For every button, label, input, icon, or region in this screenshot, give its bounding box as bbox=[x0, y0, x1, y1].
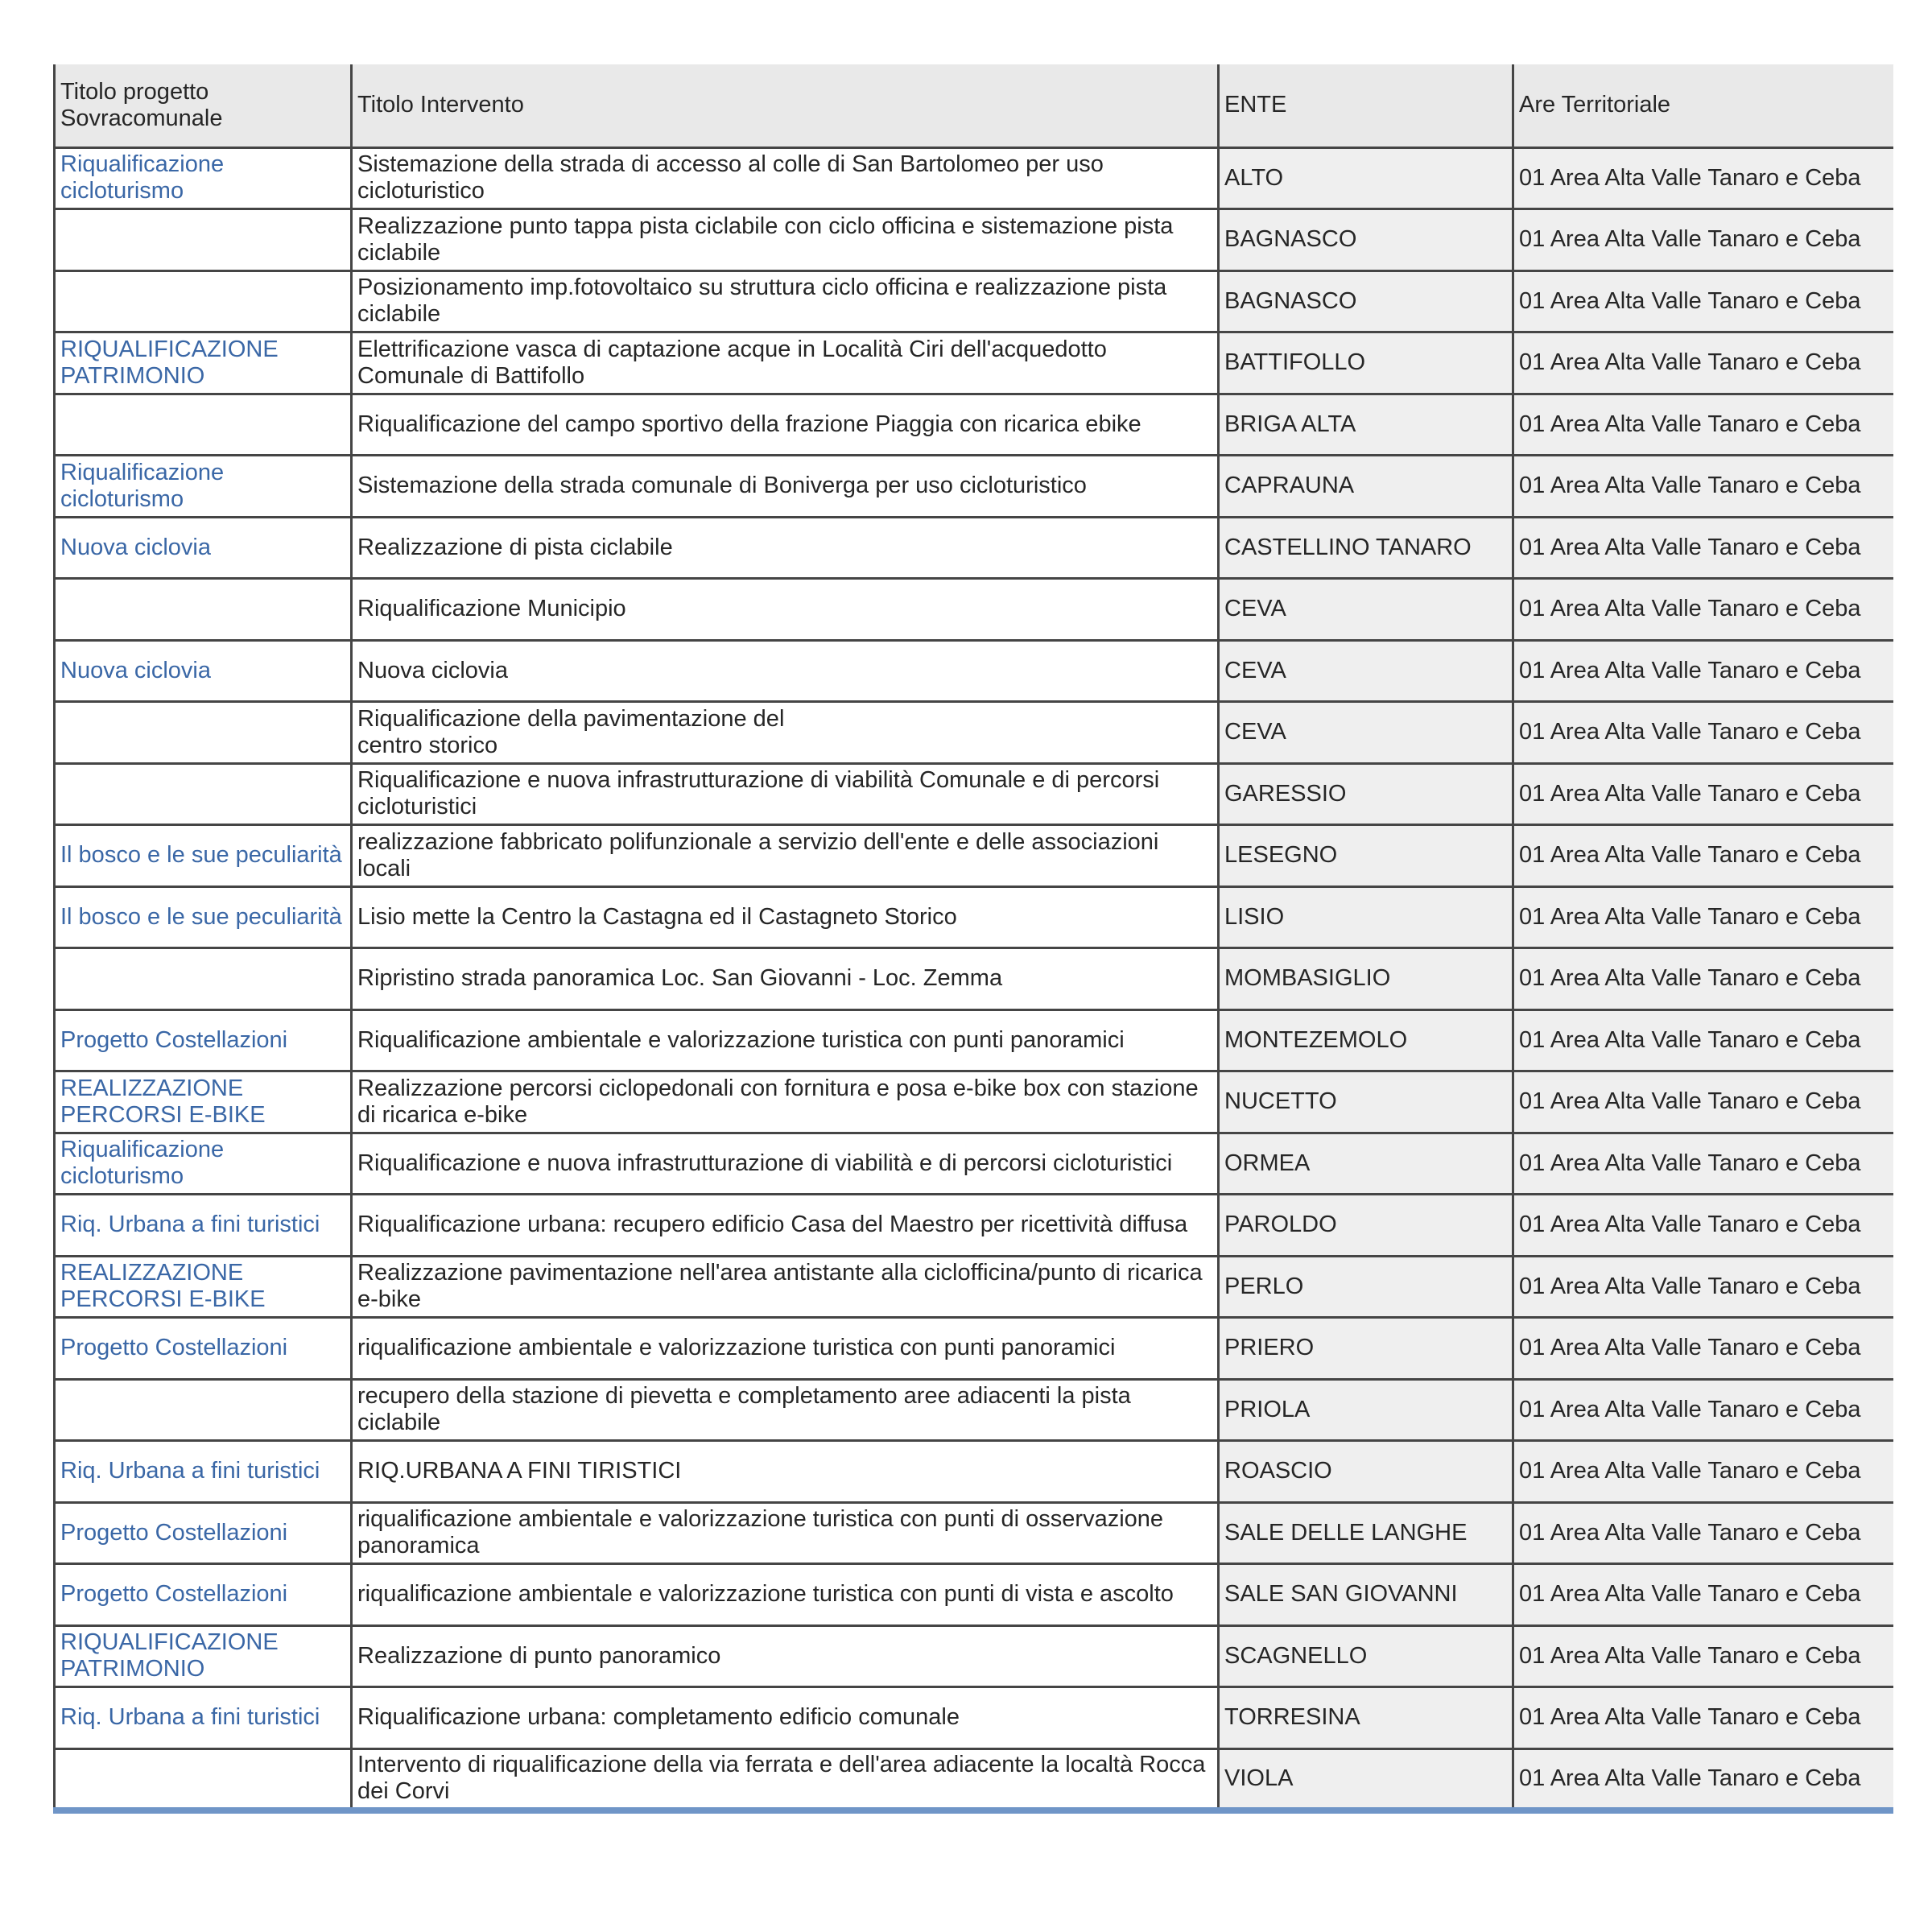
cell-area-territoriale: 01 Area Alta Valle Tanaro e Ceba bbox=[1513, 209, 1893, 271]
cell-titolo-progetto: Riqualificazione cicloturismo bbox=[55, 1133, 352, 1195]
header-ente: ENTE bbox=[1219, 64, 1513, 147]
table-row bbox=[55, 147, 1893, 209]
table-row bbox=[55, 1748, 1893, 1810]
table-row bbox=[55, 456, 1893, 518]
cell-ente: LISIO bbox=[1219, 886, 1513, 948]
cell-titolo-progetto bbox=[55, 209, 352, 271]
cell-ente: BATTIFOLLO bbox=[1219, 332, 1513, 394]
table-row bbox=[55, 640, 1893, 702]
cell-titolo-progetto bbox=[55, 702, 352, 764]
cell-ente: ROASCIO bbox=[1219, 1441, 1513, 1503]
cell-ente: SCAGNELLO bbox=[1219, 1625, 1513, 1687]
cell-titolo-intervento: Riqualificazione della pavimentazione del centro storico bbox=[352, 702, 1219, 764]
cell-titolo-intervento: Realizzazione di punto panoramico bbox=[352, 1625, 1219, 1687]
cell-titolo-intervento: Realizzazione pavimentazione nell'area antistante alla ciclofficina/punto di ricarica e-bike bbox=[352, 1256, 1219, 1318]
cell-titolo-intervento: Riqualificazione urbana: completamento edificio comunale bbox=[352, 1687, 1219, 1749]
table-row bbox=[55, 1441, 1893, 1503]
cell-area-territoriale: 01 Area Alta Valle Tanaro e Ceba bbox=[1513, 763, 1893, 825]
cell-titolo-intervento: Riqualificazione ambientale e valorizzazione turistica con punti panoramici bbox=[352, 1009, 1219, 1071]
table-row bbox=[55, 1502, 1893, 1564]
cell-area-territoriale: 01 Area Alta Valle Tanaro e Ceba bbox=[1513, 1625, 1893, 1687]
cell-titolo-intervento: Posizionamento imp.fotovoltaico su struttura ciclo officina e realizzazione pista ciclabile bbox=[352, 270, 1219, 332]
cell-ente: PRIERO bbox=[1219, 1318, 1513, 1380]
cell-area-territoriale: 01 Area Alta Valle Tanaro e Ceba bbox=[1513, 1195, 1893, 1257]
cell-ente: CEVA bbox=[1219, 640, 1513, 702]
cell-titolo-progetto: Progetto Costellazioni bbox=[55, 1318, 352, 1380]
table-row bbox=[55, 1687, 1893, 1749]
table-row bbox=[55, 1133, 1893, 1195]
cell-ente: BAGNASCO bbox=[1219, 270, 1513, 332]
cell-area-territoriale: 01 Area Alta Valle Tanaro e Ceba bbox=[1513, 886, 1893, 948]
cell-area-territoriale: 01 Area Alta Valle Tanaro e Ceba bbox=[1513, 394, 1893, 456]
table-row bbox=[55, 1071, 1893, 1133]
cell-area-territoriale: 01 Area Alta Valle Tanaro e Ceba bbox=[1513, 1071, 1893, 1133]
cell-ente: CASTELLINO TANARO bbox=[1219, 517, 1513, 579]
header-area-territoriale: Are Territoriale bbox=[1513, 64, 1893, 147]
interventions-table bbox=[53, 64, 1893, 1814]
cell-ente: MOMBASIGLIO bbox=[1219, 948, 1513, 1010]
table-row bbox=[55, 763, 1893, 825]
cell-ente: VIOLA bbox=[1219, 1748, 1513, 1810]
cell-area-territoriale: 01 Area Alta Valle Tanaro e Ceba bbox=[1513, 948, 1893, 1010]
cell-area-territoriale: 01 Area Alta Valle Tanaro e Ceba bbox=[1513, 1256, 1893, 1318]
cell-ente: BRIGA ALTA bbox=[1219, 394, 1513, 456]
cell-ente: PAROLDO bbox=[1219, 1195, 1513, 1257]
cell-titolo-intervento: Realizzazione percorsi ciclopedonali con fornitura e posa e-bike box con stazione di ricarica e-bike bbox=[352, 1071, 1219, 1133]
table-row bbox=[55, 332, 1893, 394]
cell-titolo-progetto: Riq. Urbana a fini turistici bbox=[55, 1687, 352, 1749]
cell-ente: CAPRAUNA bbox=[1219, 456, 1513, 518]
table-row bbox=[55, 209, 1893, 271]
table-row bbox=[55, 1195, 1893, 1257]
cell-titolo-progetto: REALIZZAZIONE PERCORSI E-BIKE bbox=[55, 1071, 352, 1133]
cell-titolo-intervento: Lisio mette la Centro la Castagna ed il Castagneto Storico bbox=[352, 886, 1219, 948]
cell-titolo-intervento: Riqualificazione e nuova infrastrutturazione di viabilità e di percorsi cicloturistici bbox=[352, 1133, 1219, 1195]
cell-titolo-progetto: Il bosco e le sue peculiarità bbox=[55, 886, 352, 948]
cell-titolo-progetto bbox=[55, 948, 352, 1010]
cell-ente: CEVA bbox=[1219, 702, 1513, 764]
header-row bbox=[55, 64, 1893, 147]
cell-area-territoriale: 01 Area Alta Valle Tanaro e Ceba bbox=[1513, 1748, 1893, 1810]
cell-titolo-progetto: Progetto Costellazioni bbox=[55, 1502, 352, 1564]
cell-area-territoriale: 01 Area Alta Valle Tanaro e Ceba bbox=[1513, 456, 1893, 518]
table-row bbox=[55, 1379, 1893, 1441]
cell-area-territoriale: 01 Area Alta Valle Tanaro e Ceba bbox=[1513, 579, 1893, 641]
table-row bbox=[55, 579, 1893, 641]
cell-titolo-progetto bbox=[55, 763, 352, 825]
cell-titolo-progetto: Nuova ciclovia bbox=[55, 640, 352, 702]
table-row bbox=[55, 702, 1893, 764]
cell-ente: ORMEA bbox=[1219, 1133, 1513, 1195]
cell-ente: PRIOLA bbox=[1219, 1379, 1513, 1441]
cell-ente: SALE SAN GIOVANNI bbox=[1219, 1564, 1513, 1626]
table-row bbox=[55, 948, 1893, 1010]
cell-ente: GARESSIO bbox=[1219, 763, 1513, 825]
cell-titolo-progetto bbox=[55, 270, 352, 332]
cell-titolo-intervento: Riqualificazione Municipio bbox=[352, 579, 1219, 641]
cell-titolo-intervento: Sistemazione della strada di accesso al colle di San Bartolomeo per uso cicloturistico bbox=[352, 147, 1219, 209]
table-row bbox=[55, 886, 1893, 948]
cell-area-territoriale: 01 Area Alta Valle Tanaro e Ceba bbox=[1513, 1318, 1893, 1380]
cell-titolo-intervento: riqualificazione ambientale e valorizzazione turistica con punti panoramici bbox=[352, 1318, 1219, 1380]
cell-titolo-intervento: RIQ.URBANA A FINI TIRISTICI bbox=[352, 1441, 1219, 1503]
cell-area-territoriale: 01 Area Alta Valle Tanaro e Ceba bbox=[1513, 517, 1893, 579]
cell-titolo-intervento: Nuova ciclovia bbox=[352, 640, 1219, 702]
table-row bbox=[55, 1318, 1893, 1380]
cell-titolo-intervento: recupero della stazione di pievetta e completamento aree adiacenti la pista ciclabile bbox=[352, 1379, 1219, 1441]
cell-area-territoriale: 01 Area Alta Valle Tanaro e Ceba bbox=[1513, 1379, 1893, 1441]
cell-area-territoriale: 01 Area Alta Valle Tanaro e Ceba bbox=[1513, 270, 1893, 332]
cell-area-territoriale: 01 Area Alta Valle Tanaro e Ceba bbox=[1513, 1564, 1893, 1626]
table-row bbox=[55, 1009, 1893, 1071]
cell-titolo-intervento: Realizzazione di pista ciclabile bbox=[352, 517, 1219, 579]
cell-titolo-progetto: RIQUALIFICAZIONE PATRIMONIO bbox=[55, 332, 352, 394]
cell-titolo-progetto bbox=[55, 1379, 352, 1441]
cell-titolo-progetto: Nuova ciclovia bbox=[55, 517, 352, 579]
cell-area-territoriale: 01 Area Alta Valle Tanaro e Ceba bbox=[1513, 702, 1893, 764]
cell-area-territoriale: 01 Area Alta Valle Tanaro e Ceba bbox=[1513, 1441, 1893, 1503]
cell-ente: NUCETTO bbox=[1219, 1071, 1513, 1133]
header-titolo-progetto-sovracomunale: Titolo progetto Sovracomunale bbox=[55, 64, 352, 147]
cell-ente: SALE DELLE LANGHE bbox=[1219, 1502, 1513, 1564]
table-row bbox=[55, 825, 1893, 887]
cell-titolo-progetto bbox=[55, 394, 352, 456]
cell-area-territoriale: 01 Area Alta Valle Tanaro e Ceba bbox=[1513, 1133, 1893, 1195]
cell-titolo-progetto: Riqualificazione cicloturismo bbox=[55, 456, 352, 518]
cell-titolo-intervento: Elettrificazione vasca di captazione acque in Località Ciri dell'acquedotto Comunale di Battifollo bbox=[352, 332, 1219, 394]
cell-titolo-progetto: Il bosco e le sue peculiarità bbox=[55, 825, 352, 887]
cell-area-territoriale: 01 Area Alta Valle Tanaro e Ceba bbox=[1513, 147, 1893, 209]
cell-ente: CEVA bbox=[1219, 579, 1513, 641]
cell-titolo-progetto: Riq. Urbana a fini turistici bbox=[55, 1441, 352, 1503]
cell-area-territoriale: 01 Area Alta Valle Tanaro e Ceba bbox=[1513, 1502, 1893, 1564]
cell-ente: PERLO bbox=[1219, 1256, 1513, 1318]
table-row bbox=[55, 1564, 1893, 1626]
cell-titolo-progetto: Riqualificazione cicloturismo bbox=[55, 147, 352, 209]
header-titolo-intervento: Titolo Intervento bbox=[352, 64, 1219, 147]
cell-area-territoriale: 01 Area Alta Valle Tanaro e Ceba bbox=[1513, 640, 1893, 702]
cell-titolo-progetto: REALIZZAZIONE PERCORSI E-BIKE bbox=[55, 1256, 352, 1318]
cell-ente: BAGNASCO bbox=[1219, 209, 1513, 271]
cell-titolo-intervento: realizzazione fabbricato polifunzionale a servizio dell'ente e delle associazioni locali bbox=[352, 825, 1219, 887]
cell-titolo-intervento: Riqualificazione del campo sportivo della frazione Piaggia con ricarica ebike bbox=[352, 394, 1219, 456]
cell-titolo-intervento: Ripristino strada panoramica Loc. San Giovanni - Loc. Zemma bbox=[352, 948, 1219, 1010]
table-row bbox=[55, 517, 1893, 579]
table-row bbox=[55, 1256, 1893, 1318]
cell-titolo-intervento: riqualificazione ambientale e valorizzazione turistica con punti di osservazione panoramica bbox=[352, 1502, 1219, 1564]
cell-area-territoriale: 01 Area Alta Valle Tanaro e Ceba bbox=[1513, 1687, 1893, 1749]
cell-titolo-intervento: riqualificazione ambientale e valorizzazione turistica con punti di vista e ascolto bbox=[352, 1564, 1219, 1626]
cell-titolo-intervento: Riqualificazione e nuova infrastrutturazione di viabilità Comunale e di percorsi cicloturistici bbox=[352, 763, 1219, 825]
cell-ente: MONTEZEMOLO bbox=[1219, 1009, 1513, 1071]
cell-area-territoriale: 01 Area Alta Valle Tanaro e Ceba bbox=[1513, 1009, 1893, 1071]
cell-ente: TORRESINA bbox=[1219, 1687, 1513, 1749]
cell-titolo-progetto bbox=[55, 1748, 352, 1810]
table-row bbox=[55, 1625, 1893, 1687]
cell-ente: LESEGNO bbox=[1219, 825, 1513, 887]
table-row bbox=[55, 270, 1893, 332]
cell-area-territoriale: 01 Area Alta Valle Tanaro e Ceba bbox=[1513, 825, 1893, 887]
table-row bbox=[55, 394, 1893, 456]
cell-titolo-intervento: Sistemazione della strada comunale di Boniverga per uso cicloturistico bbox=[352, 456, 1219, 518]
cell-ente: ALTO bbox=[1219, 147, 1513, 209]
cell-titolo-progetto bbox=[55, 579, 352, 641]
cell-titolo-intervento: Intervento di riqualificazione della via ferrata e dell'area adiacente la localtà Rocca dei Corvi bbox=[352, 1748, 1219, 1810]
cell-titolo-progetto: Progetto Costellazioni bbox=[55, 1564, 352, 1626]
cell-titolo-intervento: Realizzazione punto tappa pista ciclabile con ciclo officina e sistemazione pista ciclabile bbox=[352, 209, 1219, 271]
cell-titolo-progetto: Riq. Urbana a fini turistici bbox=[55, 1195, 352, 1257]
cell-titolo-intervento: Riqualificazione urbana: recupero edificio Casa del Maestro per ricettività diffusa bbox=[352, 1195, 1219, 1257]
table-body bbox=[55, 147, 1893, 1810]
cell-area-territoriale: 01 Area Alta Valle Tanaro e Ceba bbox=[1513, 332, 1893, 394]
cell-titolo-progetto: Progetto Costellazioni bbox=[55, 1009, 352, 1071]
cell-titolo-progetto: RIQUALIFICAZIONE PATRIMONIO bbox=[55, 1625, 352, 1687]
